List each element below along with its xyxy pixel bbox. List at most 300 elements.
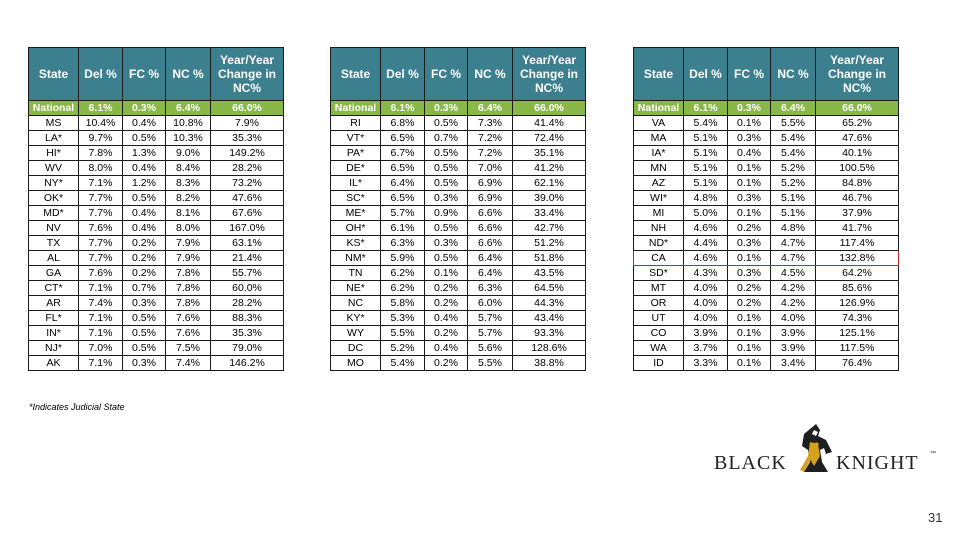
table-cell: 44.3% xyxy=(513,296,586,311)
table-cell: 3.9% xyxy=(771,326,816,341)
column-header: NC % xyxy=(468,48,513,101)
table-cell: 40.1% xyxy=(816,146,899,161)
table-cell: 128.6% xyxy=(513,341,586,356)
table-cell: FL* xyxy=(29,311,79,326)
table-cell: 6.8% xyxy=(381,116,425,131)
table-cell: 6.6% xyxy=(468,236,513,251)
table-cell: OR xyxy=(634,296,684,311)
table-cell: 10.4% xyxy=(79,116,123,131)
table-row xyxy=(331,191,586,206)
national-cell: 6.1% xyxy=(79,101,123,116)
table-cell: 5.7% xyxy=(468,311,513,326)
table-cell: VA xyxy=(634,116,684,131)
table-row xyxy=(634,296,899,311)
table-cell: WY xyxy=(331,326,381,341)
national-cell: 0.3% xyxy=(728,101,771,116)
table-cell: 5.8% xyxy=(381,296,425,311)
table-cell: 60.0% xyxy=(211,281,284,296)
table-row xyxy=(331,266,586,281)
table-cell: NH xyxy=(634,221,684,236)
table-cell: 74.3% xyxy=(816,311,899,326)
table-row xyxy=(634,356,899,371)
table-cell: 6.5% xyxy=(381,131,425,146)
column-header: Year/Year Change in NC% xyxy=(513,48,586,101)
header-row xyxy=(29,48,284,101)
column-header: Del % xyxy=(79,48,123,101)
table-cell: 0.1% xyxy=(728,311,771,326)
national-cell: 6.4% xyxy=(166,101,211,116)
table-cell: 4.5% xyxy=(771,266,816,281)
table-cell: CO xyxy=(634,326,684,341)
table-cell: MD* xyxy=(29,206,79,221)
state-table-1 xyxy=(28,47,284,371)
table-row xyxy=(29,206,284,221)
table-cell: AL xyxy=(29,251,79,266)
table-cell: 3.7% xyxy=(684,341,728,356)
national-row xyxy=(331,101,586,116)
table-cell: 1.3% xyxy=(123,146,166,161)
column-header: Year/Year Change in NC% xyxy=(816,48,899,101)
table-cell: 0.3% xyxy=(123,356,166,371)
table-cell: 8.4% xyxy=(166,161,211,176)
table-cell: 6.4% xyxy=(468,251,513,266)
table-cell: 0.3% xyxy=(123,296,166,311)
table-cell: 0.3% xyxy=(728,191,771,206)
table-row xyxy=(29,311,284,326)
table-cell: 7.1% xyxy=(79,326,123,341)
column-header: State xyxy=(634,48,684,101)
table-row xyxy=(634,176,899,191)
table-cell: 5.5% xyxy=(468,356,513,371)
table-row xyxy=(331,341,586,356)
table-cell: 0.2% xyxy=(425,356,468,371)
table-cell: 0.2% xyxy=(425,326,468,341)
table-row xyxy=(29,341,284,356)
table-cell: 5.7% xyxy=(381,206,425,221)
table-cell: 7.0% xyxy=(79,341,123,356)
table-row xyxy=(634,116,899,131)
table-row xyxy=(331,131,586,146)
table-row xyxy=(29,281,284,296)
table-cell: NE* xyxy=(331,281,381,296)
table-cell: 0.3% xyxy=(728,266,771,281)
table-row xyxy=(331,176,586,191)
table-cell: 65.2% xyxy=(816,116,899,131)
table-cell: 0.5% xyxy=(123,341,166,356)
table-cell: 8.3% xyxy=(166,176,211,191)
table-cell: 4.2% xyxy=(771,281,816,296)
table-row xyxy=(331,326,586,341)
table-cell: 100.5% xyxy=(816,161,899,176)
national-cell: 6.4% xyxy=(771,101,816,116)
table-cell: 0.1% xyxy=(728,161,771,176)
table-row xyxy=(29,251,284,266)
header-row xyxy=(634,48,899,101)
table-cell: 0.3% xyxy=(728,131,771,146)
table-row-highlighted xyxy=(634,251,899,266)
table-cell: 5.9% xyxy=(381,251,425,266)
table-cell: 21.4% xyxy=(211,251,284,266)
table-cell: 0.5% xyxy=(425,116,468,131)
table-row xyxy=(29,266,284,281)
table-cell: SC* xyxy=(331,191,381,206)
table-cell: 28.2% xyxy=(211,161,284,176)
footnote: *Indicates Judicial State xyxy=(29,402,125,412)
table-cell: 6.4% xyxy=(381,176,425,191)
table-cell: 4.7% xyxy=(771,251,816,266)
table-cell: 5.0% xyxy=(684,206,728,221)
table-cell: 0.1% xyxy=(728,251,771,266)
table-cell: CA xyxy=(634,251,684,266)
table-cell: 4.8% xyxy=(771,221,816,236)
table-cell: 4.4% xyxy=(684,236,728,251)
table-row xyxy=(29,236,284,251)
table-cell: OK* xyxy=(29,191,79,206)
table-cell: 5.3% xyxy=(381,311,425,326)
table-row xyxy=(331,116,586,131)
table-cell: 6.2% xyxy=(381,281,425,296)
column-header: Del % xyxy=(684,48,728,101)
national-cell: National xyxy=(634,101,684,116)
table-cell: TN xyxy=(331,266,381,281)
table-cell: 3.4% xyxy=(771,356,816,371)
column-header: NC % xyxy=(166,48,211,101)
table-cell: 0.7% xyxy=(123,281,166,296)
table-cell: 84.8% xyxy=(816,176,899,191)
table-cell: 73.2% xyxy=(211,176,284,191)
table-cell: 5.7% xyxy=(468,326,513,341)
table-cell: 4.3% xyxy=(684,266,728,281)
table-cell: 79.0% xyxy=(211,341,284,356)
table-cell: 35.1% xyxy=(513,146,586,161)
table-cell: 0.1% xyxy=(728,356,771,371)
table-cell: 47.6% xyxy=(211,191,284,206)
table-cell: 7.8% xyxy=(166,281,211,296)
table-row xyxy=(634,311,899,326)
table-cell: MA xyxy=(634,131,684,146)
table-cell: AR xyxy=(29,296,79,311)
table-cell: AK xyxy=(29,356,79,371)
table-cell: 4.0% xyxy=(684,311,728,326)
table-cell: 117.4% xyxy=(816,236,899,251)
table-cell: 0.3% xyxy=(728,236,771,251)
table-cell: 6.9% xyxy=(468,191,513,206)
table-row xyxy=(331,311,586,326)
table-cell: 4.6% xyxy=(684,221,728,236)
table-cell: 6.0% xyxy=(468,296,513,311)
table-row xyxy=(29,191,284,206)
national-cell: National xyxy=(331,101,381,116)
table-cell: 41.4% xyxy=(513,116,586,131)
table-cell: 43.4% xyxy=(513,311,586,326)
table-cell: 62.1% xyxy=(513,176,586,191)
header-row xyxy=(331,48,586,101)
table-row xyxy=(331,161,586,176)
table-cell: MI xyxy=(634,206,684,221)
table-cell: 5.1% xyxy=(684,161,728,176)
table-cell: 67.6% xyxy=(211,206,284,221)
table-cell: 6.9% xyxy=(468,176,513,191)
table-cell: 7.8% xyxy=(166,266,211,281)
table-cell: 6.5% xyxy=(381,191,425,206)
table-row xyxy=(634,326,899,341)
table-cell: 5.4% xyxy=(684,116,728,131)
table-cell: 0.7% xyxy=(425,131,468,146)
table-cell: 85.6% xyxy=(816,281,899,296)
table-row xyxy=(29,161,284,176)
table-cell: 7.9% xyxy=(166,236,211,251)
table-cell: 41.2% xyxy=(513,161,586,176)
table-cell: ME* xyxy=(331,206,381,221)
table-row xyxy=(331,146,586,161)
table-cell: 0.5% xyxy=(425,161,468,176)
table-cell: 4.2% xyxy=(771,296,816,311)
column-header: Year/Year Change in NC% xyxy=(211,48,284,101)
table-cell: 7.5% xyxy=(166,341,211,356)
table-cell: 93.3% xyxy=(513,326,586,341)
column-header: NC % xyxy=(771,48,816,101)
table-cell: 132.8% xyxy=(816,251,899,266)
table-cell: 0.2% xyxy=(728,296,771,311)
table-cell: 7.4% xyxy=(166,356,211,371)
table-cell: DC xyxy=(331,341,381,356)
table-row xyxy=(634,221,899,236)
table-cell: 0.1% xyxy=(728,341,771,356)
table-cell: 6.3% xyxy=(468,281,513,296)
column-header: FC % xyxy=(123,48,166,101)
table-row xyxy=(634,281,899,296)
black-knight-logo xyxy=(714,422,934,478)
table-cell: 0.2% xyxy=(123,251,166,266)
table-cell: UT xyxy=(634,311,684,326)
table-cell: TX xyxy=(29,236,79,251)
table-cell: 0.5% xyxy=(425,146,468,161)
table-cell: 1.2% xyxy=(123,176,166,191)
table-cell: 0.4% xyxy=(123,206,166,221)
table-cell: 0.9% xyxy=(425,206,468,221)
table-cell: 4.8% xyxy=(684,191,728,206)
table-cell: 0.1% xyxy=(728,206,771,221)
table-cell: 46.7% xyxy=(816,191,899,206)
table-cell: 39.0% xyxy=(513,191,586,206)
table-cell: 3.9% xyxy=(771,341,816,356)
table-cell: 0.4% xyxy=(425,341,468,356)
table-cell: 146.2% xyxy=(211,356,284,371)
table-cell: IA* xyxy=(634,146,684,161)
table-cell: 7.2% xyxy=(468,131,513,146)
table-cell: 6.1% xyxy=(381,221,425,236)
table-cell: AZ xyxy=(634,176,684,191)
table-row xyxy=(29,176,284,191)
table-cell: IN* xyxy=(29,326,79,341)
table-cell: 0.4% xyxy=(123,161,166,176)
table-cell: 35.3% xyxy=(211,131,284,146)
table-cell: 9.0% xyxy=(166,146,211,161)
table-cell: KY* xyxy=(331,311,381,326)
table-cell: 0.2% xyxy=(123,266,166,281)
national-cell: 6.1% xyxy=(684,101,728,116)
table-cell: 0.1% xyxy=(425,266,468,281)
table-cell: 0.5% xyxy=(123,311,166,326)
table-cell: 6.4% xyxy=(468,266,513,281)
table-row xyxy=(331,206,586,221)
table-cell: 8.0% xyxy=(166,221,211,236)
table-cell: 10.8% xyxy=(166,116,211,131)
table-cell: 5.2% xyxy=(771,161,816,176)
table-cell: 64.2% xyxy=(816,266,899,281)
column-header: FC % xyxy=(728,48,771,101)
knight-icon xyxy=(796,422,836,476)
table-cell: 5.1% xyxy=(684,131,728,146)
national-cell: 6.4% xyxy=(468,101,513,116)
table-cell: LA* xyxy=(29,131,79,146)
table-cell: 5.2% xyxy=(381,341,425,356)
table-cell: 5.4% xyxy=(771,146,816,161)
table-cell: 47.6% xyxy=(816,131,899,146)
table-cell: MS xyxy=(29,116,79,131)
table-row xyxy=(331,356,586,371)
table-cell: 0.4% xyxy=(123,221,166,236)
table-cell: 0.3% xyxy=(425,191,468,206)
table-cell: 6.5% xyxy=(381,161,425,176)
table-cell: 7.3% xyxy=(468,116,513,131)
table-cell: 126.9% xyxy=(816,296,899,311)
table-row xyxy=(331,221,586,236)
table-cell: 0.2% xyxy=(123,236,166,251)
table-cell: 6.2% xyxy=(381,266,425,281)
table-cell: 5.6% xyxy=(468,341,513,356)
table-cell: 7.0% xyxy=(468,161,513,176)
table-row xyxy=(634,206,899,221)
table-cell: 7.7% xyxy=(79,236,123,251)
table-cell: 7.8% xyxy=(166,296,211,311)
table-cell: 5.5% xyxy=(771,116,816,131)
table-row xyxy=(634,161,899,176)
table-cell: 125.1% xyxy=(816,326,899,341)
table-cell: 0.5% xyxy=(425,221,468,236)
table-cell: 0.1% xyxy=(728,116,771,131)
table-cell: 0.4% xyxy=(728,146,771,161)
table-cell: 4.0% xyxy=(771,311,816,326)
table-cell: 5.1% xyxy=(684,146,728,161)
table-cell: 8.1% xyxy=(166,206,211,221)
table-cell: 38.8% xyxy=(513,356,586,371)
table-cell: RI xyxy=(331,116,381,131)
table-row xyxy=(29,356,284,371)
table-row xyxy=(634,131,899,146)
table-cell: 0.5% xyxy=(123,326,166,341)
page-number: 31 xyxy=(928,510,943,525)
table-cell: WV xyxy=(29,161,79,176)
table-cell: 0.5% xyxy=(425,251,468,266)
table-cell: MN xyxy=(634,161,684,176)
table-cell: 4.0% xyxy=(684,281,728,296)
table-cell: OH* xyxy=(331,221,381,236)
national-cell: 0.3% xyxy=(123,101,166,116)
table-cell: PA* xyxy=(331,146,381,161)
table-cell: 7.6% xyxy=(79,266,123,281)
table-cell: 76.4% xyxy=(816,356,899,371)
table-cell: 5.1% xyxy=(771,191,816,206)
table-cell: 7.2% xyxy=(468,146,513,161)
table-cell: 0.5% xyxy=(425,176,468,191)
table-cell: NY* xyxy=(29,176,79,191)
national-cell: National xyxy=(29,101,79,116)
table-cell: 28.2% xyxy=(211,296,284,311)
state-table-2 xyxy=(330,47,586,371)
table-row xyxy=(634,146,899,161)
table-row xyxy=(331,281,586,296)
table-cell: ID xyxy=(634,356,684,371)
trademark-mark: ™ xyxy=(930,451,936,457)
table-cell: 6.3% xyxy=(381,236,425,251)
table-cell: 7.9% xyxy=(166,251,211,266)
table-cell: HI* xyxy=(29,146,79,161)
column-header: State xyxy=(29,48,79,101)
table-cell: 43.5% xyxy=(513,266,586,281)
table-cell: 3.9% xyxy=(684,326,728,341)
column-header: FC % xyxy=(425,48,468,101)
table-cell: NV xyxy=(29,221,79,236)
table-cell: 4.6% xyxy=(684,251,728,266)
table-cell: CT* xyxy=(29,281,79,296)
table-cell: IL* xyxy=(331,176,381,191)
table-cell: 0.2% xyxy=(728,221,771,236)
table-cell: 6.6% xyxy=(468,206,513,221)
table-row xyxy=(29,221,284,236)
table-cell: 35.3% xyxy=(211,326,284,341)
table-cell: 51.2% xyxy=(513,236,586,251)
national-cell: 66.0% xyxy=(816,101,899,116)
table-cell: 5.2% xyxy=(771,176,816,191)
table-cell: 63.1% xyxy=(211,236,284,251)
national-row xyxy=(29,101,284,116)
table-row xyxy=(29,146,284,161)
table-cell: 7.8% xyxy=(79,146,123,161)
table-cell: NC xyxy=(331,296,381,311)
table-cell: 10.3% xyxy=(166,131,211,146)
table-cell: 33.4% xyxy=(513,206,586,221)
national-row xyxy=(634,101,899,116)
table-cell: 88.3% xyxy=(211,311,284,326)
table-row xyxy=(29,326,284,341)
table-row xyxy=(29,116,284,131)
table-cell: 64.5% xyxy=(513,281,586,296)
table-cell: SD* xyxy=(634,266,684,281)
table-cell: 117.5% xyxy=(816,341,899,356)
table-cell: 55.7% xyxy=(211,266,284,281)
table-cell: 7.1% xyxy=(79,281,123,296)
table-cell: 7.1% xyxy=(79,311,123,326)
table-cell: 7.6% xyxy=(166,311,211,326)
table-row xyxy=(29,131,284,146)
table-cell: 0.3% xyxy=(425,236,468,251)
table-cell: 7.1% xyxy=(79,356,123,371)
table-cell: 0.1% xyxy=(728,176,771,191)
table-cell: 7.6% xyxy=(166,326,211,341)
table-cell: WA xyxy=(634,341,684,356)
table-cell: 7.1% xyxy=(79,176,123,191)
table-cell: GA xyxy=(29,266,79,281)
national-cell: 66.0% xyxy=(211,101,284,116)
table-cell: 167.0% xyxy=(211,221,284,236)
table-cell: 0.4% xyxy=(123,116,166,131)
table-cell: 0.2% xyxy=(425,281,468,296)
table-cell: 0.5% xyxy=(123,131,166,146)
table-cell: 9.7% xyxy=(79,131,123,146)
table-cell: 7.9% xyxy=(211,116,284,131)
table-cell: 6.7% xyxy=(381,146,425,161)
